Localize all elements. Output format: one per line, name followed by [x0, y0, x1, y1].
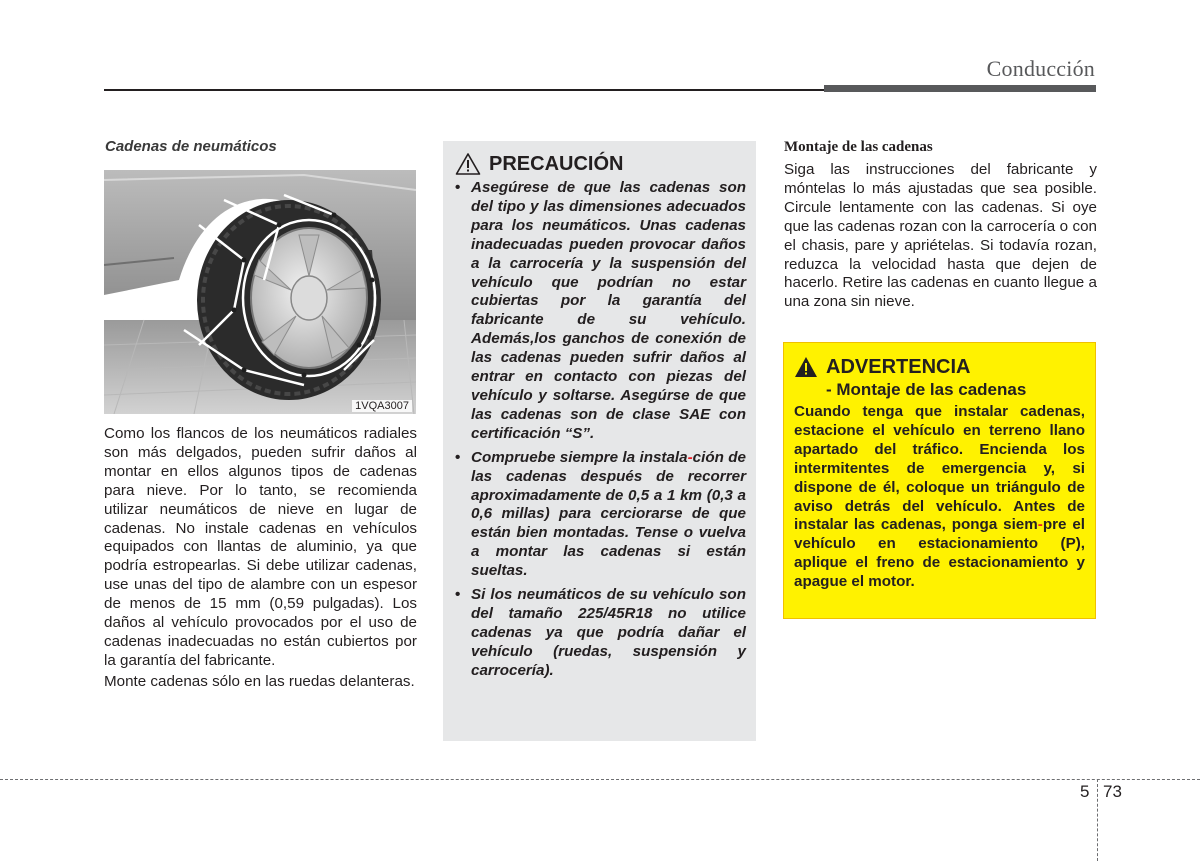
- warning-box: [783, 342, 1096, 619]
- page-number: 73: [1103, 782, 1122, 801]
- hyphen-mark: -: [1037, 516, 1043, 534]
- caution-box: [443, 141, 756, 741]
- caution-item-text: Compruebe siempre la instala: [471, 448, 688, 466]
- caution-item-text: Si los neumáticos de su vehículo son del tamaño 225/45R18 no utilice cadenas ya que podría dañar el vehículo (ruedas, suspensión y carrocería).: [471, 586, 746, 679]
- mounting-heading: Montaje de las cadenas: [784, 139, 933, 155]
- warning-text: [794, 403, 1085, 592]
- warning-title: ADVERTENCIA: [826, 355, 971, 378]
- section-title: Conducción: [986, 56, 1095, 81]
- bullet: •: [455, 448, 461, 466]
- caution-item: [455, 179, 746, 444]
- warning-triangle-filled-icon: [794, 356, 818, 378]
- tire-chain-image: [104, 170, 416, 414]
- caution-item: [455, 586, 746, 681]
- body-paragraph: Monte cadenas sólo en las ruedas delanteras.: [104, 672, 415, 690]
- header-rule: [104, 89, 824, 91]
- warning-text-part: Cuando tenga que instalar cadenas, estacione el vehículo en terreno llano apartado del tráfico. Encienda los intermitentes de emergencia y, si dispone de él, coloque un triángulo de aviso detrás del vehículo. Antes de instalar las cadenas, ponga siem: [794, 403, 1085, 534]
- tire-chains-body: [104, 425, 417, 694]
- caution-item-text: Asegúrese de que las cadenas son del tipo y las dimensiones adecuados para los neumáticos. Unas cadenas inadecuadas pueden provocar daños a la carrocería y la suspensión del vehículo que podrían no estar cubiertas por la garantía del fabricante de su vehículo. Además,los ganchos de conexión de las cadenas pueden sufrir daños al entrar en contacto con piezas del vehículo y soltarse. Asegúrse de que las cadenas son de clase SAE con certificación “S”.: [471, 179, 746, 442]
- caution-title: PRECAUCIÓN: [489, 152, 624, 175]
- caution-item: [455, 449, 746, 581]
- warning-subtitle: - Montaje de las cadenas: [826, 380, 1027, 399]
- warning-header: [794, 355, 1085, 379]
- tire-chain-illustration: [104, 170, 416, 414]
- footer-divider: [1097, 779, 1098, 861]
- tire-chains-heading: Cadenas de neumáticos: [105, 138, 277, 155]
- mounting-body: Siga las instrucciones del fabricante y móntelas lo más ajustadas que sea posible. Circule lentamente con las cadenas. Si oye que las cadenas rozan con la carrocería o con el chasis, pare y apriételas. Si todavía rozan, reduzca la velocidad hasta que dejen de hacerlo. Retire las cadenas en cuanto llegue a una zona sin nieve.: [784, 161, 1097, 311]
- warning-triangle-icon: [455, 152, 481, 176]
- header-rule-accent: [824, 85, 1096, 92]
- caution-header: [455, 151, 746, 177]
- chapter-number: 5: [1080, 782, 1090, 801]
- body-paragraph: Como los flancos de los neumáticos radiales son más delgados, pueden sufrir daños al montar en ellos algunos tipos de cadenas para nieve. Por lo tanto, se recomienda utilizar neumáticos de nieve en lugar de cadenas. No instale cadenas en vehículos equipados con llantas de aluminio, ya que podría estropearlas. Si debe utilizar cadenas, use unas del tipo de alambre con un espesor de menos de 15 mm (0,59 pulgadas). Los daños al vehículo provocados por el uso de cadenas inadecuadas no están cubiertos por la garantía del fabricante.: [104, 425, 417, 669]
- hyphen-mark: -: [687, 448, 693, 466]
- figure-code: 1VQA3007: [352, 400, 412, 412]
- footer-rule: [0, 779, 1200, 780]
- warning-text-part: pre el vehículo en estacionamiento (P), aplique el freno de estacionamiento y apague el motor.: [794, 516, 1085, 591]
- bullet: •: [455, 586, 461, 604]
- caution-list: [455, 179, 746, 681]
- caution-item-text-tail: ción de las cadenas después de recorrer aproximadamente de 0,5 a 1 km (0,3 a 0,6 millas) para cerciorarse de que están bien montadas. Tense o vuelva a montar las cadenas si están sueltas.: [471, 448, 746, 580]
- bullet: •: [455, 179, 461, 196]
